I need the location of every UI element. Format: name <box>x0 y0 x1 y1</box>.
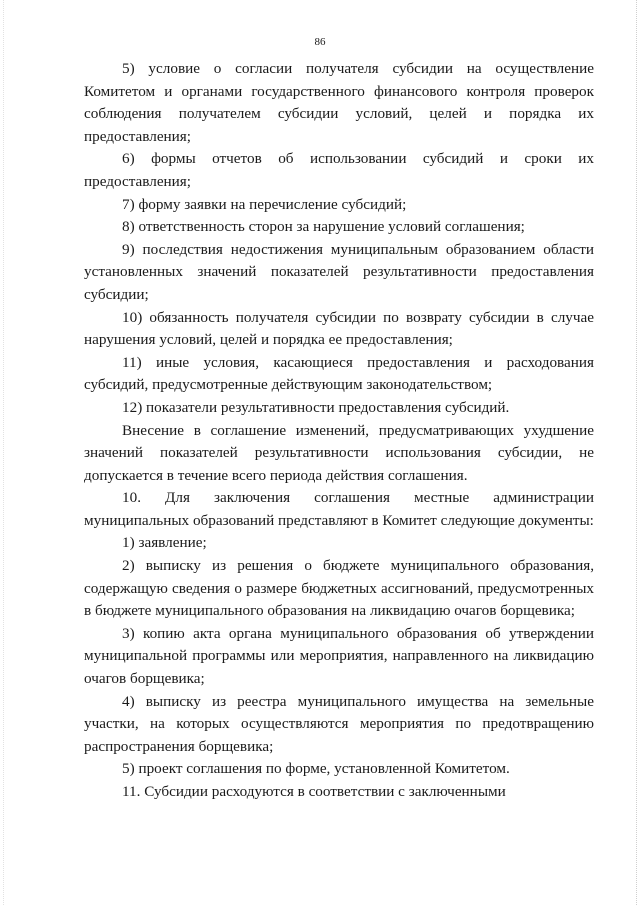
page-number: 86 <box>314 36 326 48</box>
paragraph-item-9: 9) последствия недостижения муниципальным образованием области установленных значений показателей результативности предоставления субсидии; <box>84 240 594 303</box>
paragraph-doc-2: 2) выписку из решения о бюджете муниципального образования, содержащую сведения о размере бюджетных ассигнований, предусмотренных в бюджете муниципального образования на ликвидацию очагов борщевика; <box>84 557 594 620</box>
paragraph-amendments: Внесение в соглашение изменений, предусматривающих ухудшение значений показателей результативности использования субсидии, не допускается в течение всего периода действия соглашения. <box>84 421 594 484</box>
document-body <box>84 58 594 804</box>
paragraph-item-12: 12) показатели результативности предоставления субсидий. <box>122 398 510 416</box>
paragraph-item-7: 7) форму заявки на перечисление субсидий; <box>122 195 407 213</box>
paragraph-item-8: 8) ответственность сторон за нарушение условий соглашения; <box>122 218 525 236</box>
paragraph-item-11: 11) иные условия, касающиеся предоставления и расходования субсидий, предусмотренные действующим законодательством; <box>84 353 594 394</box>
paragraph-clause-11: 11. Субсидии расходуются в соответствии с заключенными <box>122 783 506 800</box>
paragraph-item-10: 10) обязанность получателя субсидии по возврату субсидии в случае нарушения условий, целей и порядка ее предоставления; <box>84 308 594 349</box>
paragraph-doc-4: 4) выписку из реестра муниципального имущества на земельные участки, на которых осуществляются мероприятия по предотвращению распространения борщевика; <box>84 692 594 755</box>
paragraph-item-6: 6) формы отчетов об использовании субсидий и сроки их предоставления; <box>84 150 594 190</box>
paragraph-item-5: 5) условие о согласии получателя субсидии на осуществление Комитетом и органами государственного финансового контроля проверок соблюдения получателем субсидии условий, целей и порядка их предоставления; <box>84 60 594 145</box>
paragraph-doc-1: 1) заявление; <box>122 534 207 552</box>
scan-edge-left <box>3 0 5 905</box>
paragraph-doc-3: 3) копию акта органа муниципального образования об утверждении муниципальной программы или мероприятия, направленного на ликвидацию очагов борщевика; <box>84 624 594 688</box>
scan-edge-right <box>635 0 637 905</box>
paragraph-clause-10: 10. Для заключения соглашения местные администрации муниципальных образований представляют в Комитет следующие документы: <box>84 489 594 529</box>
paragraph-doc-5: 5) проект соглашения по форме, установленной Комитетом. <box>122 760 510 778</box>
